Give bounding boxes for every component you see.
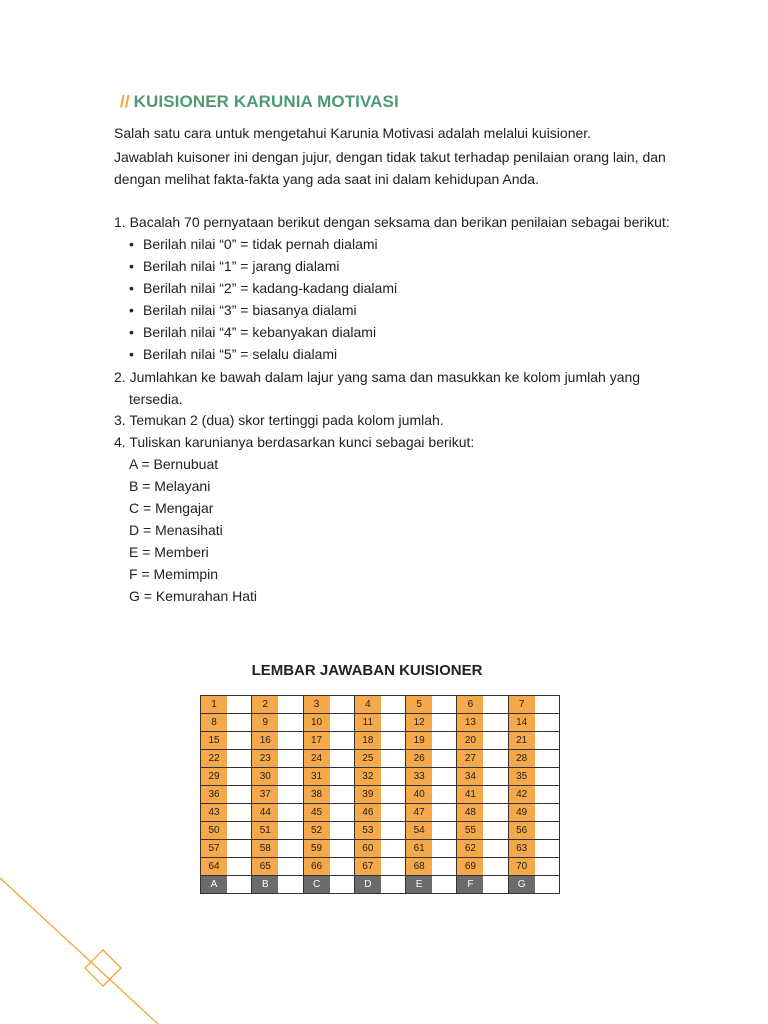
statement-number: 29 (201, 768, 227, 785)
statement-number: 65 (252, 858, 278, 875)
bullet-text: Berilah nilai “2” = kadang-kadang dialami (143, 280, 398, 296)
statement-number: 57 (201, 840, 227, 857)
statement-number: 63 (509, 840, 535, 857)
statement-number: 37 (252, 786, 278, 803)
step-1: 1. Bacalah 70 pernyataan berikut dengan seksama dan berikan penilaian sebagai berikut: (114, 214, 670, 230)
statement-number: 20 (457, 732, 483, 749)
statement-number: 30 (252, 768, 278, 785)
statement-number: 15 (201, 732, 227, 749)
statement-number: 7 (509, 696, 535, 713)
key-f: F = Memimpin (129, 566, 219, 582)
bullet-dot: • (129, 324, 134, 340)
bullet-text: Berilah nilai “5” = selalu dialami (143, 346, 338, 362)
statement-number: 46 (355, 804, 381, 821)
step-4: 4. Tuliskan karunianya berdasarkan kunci sebagai berikut: (114, 434, 475, 450)
statement-number: 64 (201, 858, 227, 875)
statement-number: 53 (355, 822, 381, 839)
key-b: B = Melayani (129, 478, 211, 494)
statement-number: 23 (252, 750, 278, 767)
statement-number: 35 (509, 768, 535, 785)
answer-sheet-title: LEMBAR JAWABAN KUISIONER (251, 662, 483, 679)
decorative-diamond-icon (85, 950, 121, 986)
statement-number: 55 (457, 822, 483, 839)
statement-number: 60 (355, 840, 381, 857)
key-a: A = Bernubuat (129, 456, 219, 472)
bullet-dot: • (129, 346, 134, 362)
statement-number: 61 (406, 840, 432, 857)
statement-number: 51 (252, 822, 278, 839)
statement-number: 68 (406, 858, 432, 875)
statement-number: 56 (509, 822, 535, 839)
statement-number: 39 (355, 786, 381, 803)
statement-number: 47 (406, 804, 432, 821)
statement-number: 11 (355, 714, 381, 731)
statement-number: 21 (509, 732, 535, 749)
key-c: C = Mengajar (129, 500, 214, 516)
title-text: KUISIONER KARUNIA MOTIVASI (133, 92, 399, 111)
statement-number: 14 (509, 714, 535, 731)
statement-number: 34 (457, 768, 483, 785)
statement-number: 54 (406, 822, 432, 839)
statement-number: 26 (406, 750, 432, 767)
intro-line-3: dengan melihat fakta-fakta yang ada saat ini dalam kehidupan Anda. (114, 171, 539, 187)
statement-number: 38 (304, 786, 330, 803)
bullet-text: Berilah nilai “3” = biasanya dialami (143, 302, 357, 318)
statement-number: 16 (252, 732, 278, 749)
step-2-line-1: 2. Jumlahkan ke bawah dalam lajur yang sama dan masukkan ke kolom jumlah yang (114, 369, 641, 385)
statement-number: 13 (457, 714, 483, 731)
statement-number: 69 (457, 858, 483, 875)
statement-number: 9 (252, 714, 278, 731)
bullet-text: Berilah nilai “4” = kebanyakan dialami (143, 324, 377, 340)
statement-number: 44 (252, 804, 278, 821)
statement-number: 24 (304, 750, 330, 767)
bullet-dot: • (129, 302, 134, 318)
statement-number: 45 (304, 804, 330, 821)
gift-letter-label: A (201, 876, 227, 893)
statement-number: 52 (304, 822, 330, 839)
gift-letter-label: F (457, 876, 483, 893)
step-3: 3. Temukan 2 (dua) skor tertinggi pada kolom jumlah. (114, 412, 444, 428)
statement-number: 10 (304, 714, 330, 731)
gift-letter-label: G (509, 876, 535, 893)
bullet-dot: • (129, 258, 134, 274)
statement-number: 1 (201, 696, 227, 713)
statement-number: 49 (509, 804, 535, 821)
key-d: D = Menasihati (129, 522, 223, 538)
bullet-dot: • (129, 280, 134, 296)
statement-number: 70 (509, 858, 535, 875)
statement-number: 22 (201, 750, 227, 767)
statement-number: 31 (304, 768, 330, 785)
statement-number: 4 (355, 696, 381, 713)
bullet-text: Berilah nilai “1” = jarang dialami (143, 258, 340, 274)
statement-number: 2 (252, 696, 278, 713)
statement-number: 42 (509, 786, 535, 803)
intro-line-2: Jawablah kuisoner ini dengan jujur, dengan tidak takut terhadap penilaian orang lain, dan (114, 149, 666, 165)
statement-number: 32 (355, 768, 381, 785)
statement-number: 3 (304, 696, 330, 713)
statement-number: 6 (457, 696, 483, 713)
intro-line-1: Salah satu cara untuk mengetahui Karunia Motivasi adalah melalui kuisioner. (114, 125, 592, 141)
statement-number: 67 (355, 858, 381, 875)
bullet-text: Berilah nilai “0” = tidak pernah dialami (143, 236, 378, 252)
statement-number: 58 (252, 840, 278, 857)
statement-number: 50 (201, 822, 227, 839)
gift-letter-label: B (252, 876, 278, 893)
statement-number: 40 (406, 786, 432, 803)
title-slashes: // (120, 92, 130, 111)
statement-number: 48 (457, 804, 483, 821)
key-e: E = Memberi (129, 544, 209, 560)
statement-number: 66 (304, 858, 330, 875)
statement-number: 36 (201, 786, 227, 803)
statement-number: 43 (201, 804, 227, 821)
gift-letter-label: C (304, 876, 330, 893)
statement-number: 25 (355, 750, 381, 767)
statement-number: 5 (406, 696, 432, 713)
statement-number: 17 (304, 732, 330, 749)
statement-number: 59 (304, 840, 330, 857)
statement-number: 62 (457, 840, 483, 857)
statement-number: 8 (201, 714, 227, 731)
statement-number: 33 (406, 768, 432, 785)
gift-letter-label: D (355, 876, 381, 893)
statement-number: 28 (509, 750, 535, 767)
decorative-diagonal-line (0, 878, 158, 1024)
statement-number: 18 (355, 732, 381, 749)
statement-number: 41 (457, 786, 483, 803)
statement-number: 12 (406, 714, 432, 731)
step-2-line-2: tersedia. (129, 391, 183, 407)
gift-letter-label: E (406, 876, 432, 893)
statement-number: 27 (457, 750, 483, 767)
bullet-dot: • (129, 236, 134, 252)
statement-number: 19 (406, 732, 432, 749)
key-g: G = Kemurahan Hati (129, 588, 258, 604)
